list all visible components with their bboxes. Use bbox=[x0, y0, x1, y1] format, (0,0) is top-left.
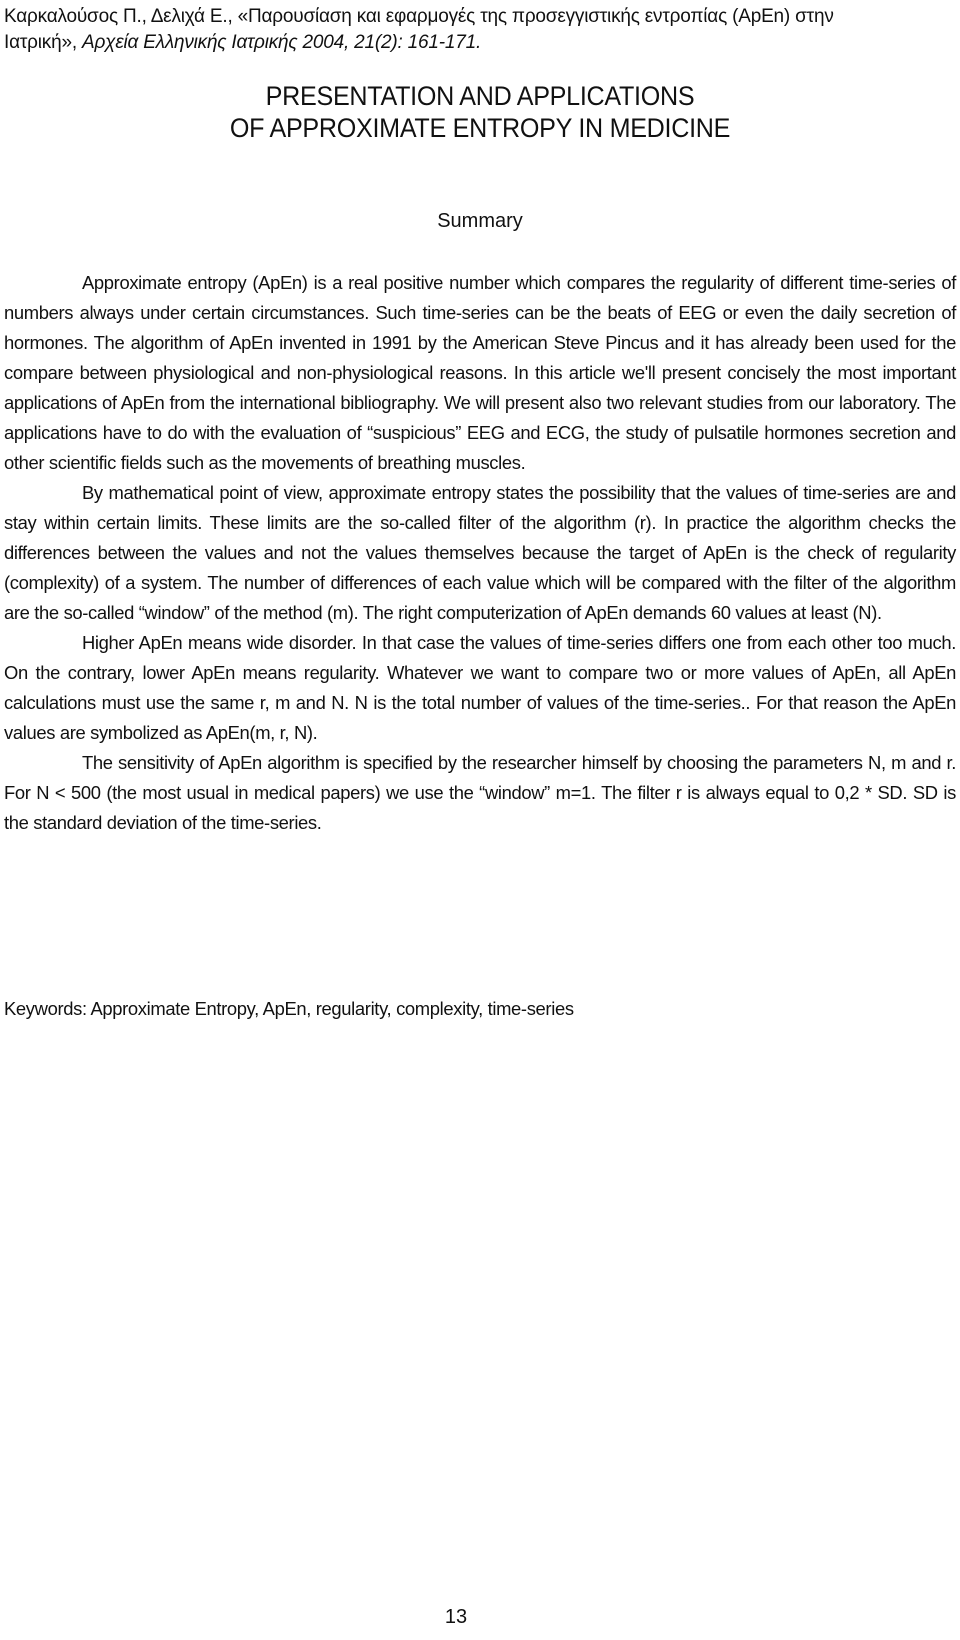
summary-paragraph-3: Higher ApEn means wide disorder. In that case the values of time-series differs one from each other too much. On the contrary, lower ApEn means regularity. Whatever we want to compare two or more values of ApEn, all ApEn calculations must use the same r, m and N. N is the total number of values of the time-series.. For that reason the ApEn values are symbolized as ApEn(m, r, N). bbox=[4, 632, 956, 743]
citation-journal: Αρχεία Ελληνικής Ιατρικής 2004, 21(2): 161-171. bbox=[82, 32, 482, 53]
title-line-2: OF APPROXIMATE ENTROPY IN MEDICINE bbox=[229, 113, 731, 143]
summary-body bbox=[4, 268, 956, 838]
page-number: 13 bbox=[444, 1606, 468, 1628]
title-line-1: PRESENTATION AND APPLICATIONS bbox=[265, 81, 695, 111]
keywords-line: Keywords: Approximate Entropy, ApEn, regularity, complexity, time-series bbox=[4, 998, 574, 1019]
summary-paragraph-4: The sensitivity of ApEn algorithm is specified by the researcher himself by choosing the parameters N, m and r. For N < 500 (the most usual in medical papers) we use the “window” m=1. The filter r is always equal to 0,2 * SD. SD is the standard deviation of the time-series. bbox=[4, 752, 956, 833]
summary-paragraph-1: Approximate entropy (ApEn) is a real positive number which compares the regularity of different time-series of numbers always under certain circumstances. Such time-series can be the beats of EEG or even the daily secretion of hormones. The algorithm of ApEn invented in 1991 by the American Steve Pincus and it has already been used for the compare between physiological and non-physiological reasons. In this article we'll present concisely the most important applications of ApEn from the international bibliography. We will present also two relevant studies from our laboratory. The applications have to do with the evaluation of “suspicious” EEG and ECG, the study of pulsatile hormones secretion and other scientific fields such as the movements of breathing muscles. bbox=[4, 272, 956, 473]
citation-line-2-plain: Ιατρική», bbox=[4, 32, 82, 53]
summary-paragraph-2: By mathematical point of view, approximate entropy states the possibility that the values of time-series are and stay within certain limits. These limits are the so-called filter of the algorithm (r). In practice the algorithm checks the differences between the values and not the values themselves because the target of ApEn is the check of regularity (complexity) of a system. The number of differences of each value which will be compared with the filter of the algorithm are the so-called “window” of the method (m). The right computerization of ApEn demands 60 values at least (N). bbox=[4, 482, 956, 623]
citation-line-2 bbox=[4, 30, 944, 56]
paper-title bbox=[34, 80, 927, 144]
citation-line-1: Καρκαλούσος Π., Δελιχά Ε., «Παρουσίαση και εφαρμογές της προσεγγιστικής εντροπίας (ApEn) στην bbox=[4, 6, 834, 27]
citation-header bbox=[4, 4, 944, 56]
summary-heading: Summary bbox=[437, 210, 523, 232]
